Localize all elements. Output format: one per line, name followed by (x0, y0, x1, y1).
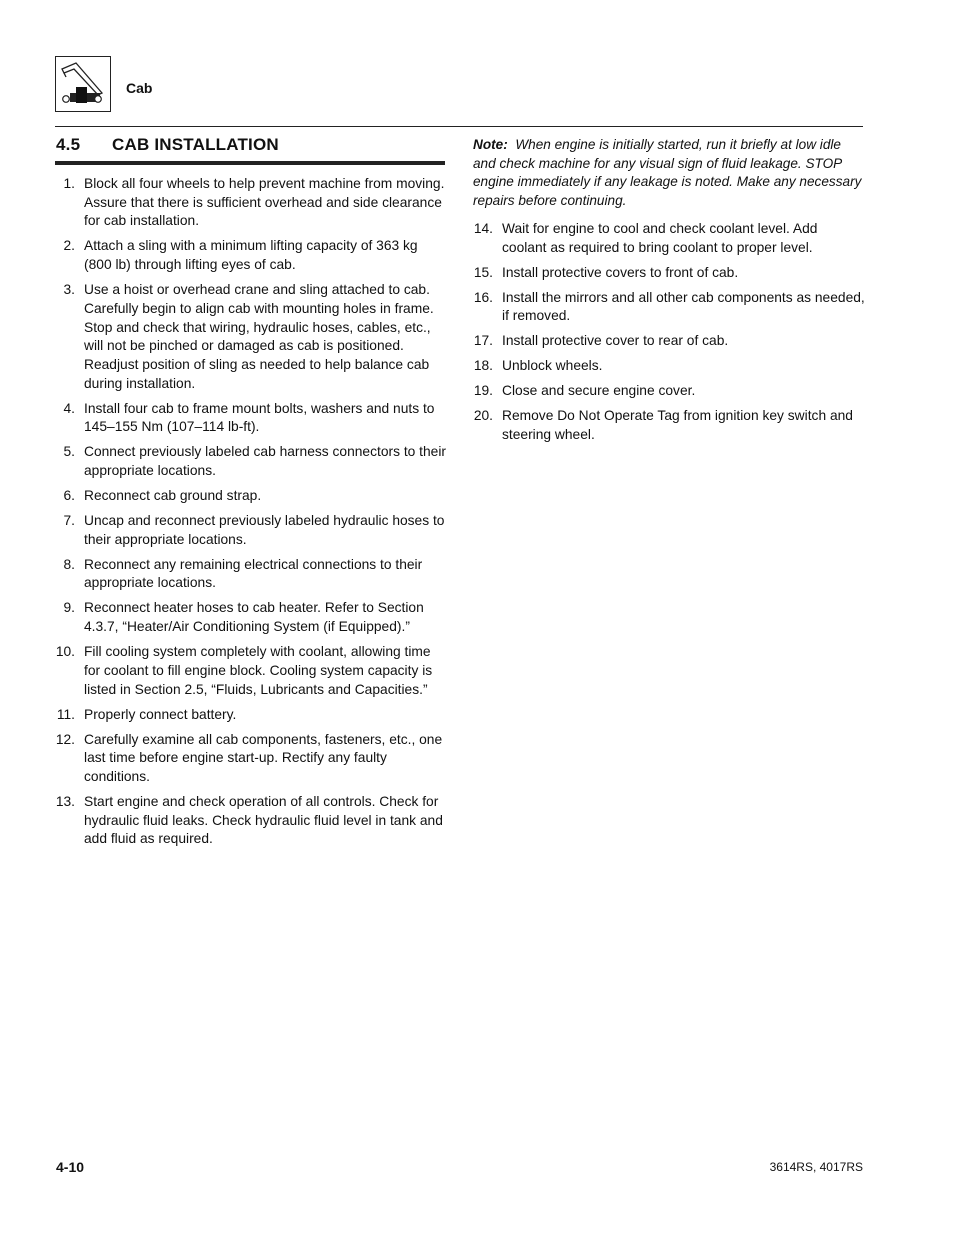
step-number: 3. (63, 282, 75, 298)
note (473, 136, 865, 211)
list-item (473, 220, 865, 257)
step-text: Attach a sling with a minimum lifting capacity of 363 kg (800 lb) through lifting eyes of cab. (84, 238, 418, 273)
list-item (55, 281, 447, 393)
step-text: Start engine and check operation of all controls. Check for hydraulic fluid leaks. Check hydraulic fluid level in tank and add fluid as required. (84, 793, 443, 847)
left-column (55, 175, 447, 855)
list-item (55, 599, 447, 636)
step-number: 5. (63, 444, 75, 460)
step-text: Close and secure engine cover. (502, 383, 696, 399)
list-item (473, 264, 865, 283)
header-title: Cab (126, 80, 153, 96)
model-numbers: 3614RS, 4017RS (769, 1160, 863, 1174)
list-item (55, 706, 447, 725)
step-number: 7. (63, 513, 75, 529)
list-item (473, 407, 865, 444)
left-step-list (55, 175, 447, 849)
step-number: 16. (473, 289, 493, 305)
list-item (55, 512, 447, 549)
step-number: 15. (473, 264, 493, 280)
step-text: Reconnect any remaining electrical connections to their appropriate locations. (84, 556, 423, 591)
step-text: Install protective cover to rear of cab. (502, 333, 729, 349)
list-item (473, 289, 865, 326)
step-number: 13. (55, 793, 75, 809)
step-text: Reconnect cab ground strap. (84, 488, 262, 504)
list-item (55, 175, 447, 231)
step-number: 18. (473, 358, 493, 374)
step-number: 11. (56, 706, 75, 722)
page-number: 4-10 (56, 1159, 85, 1175)
right-column (473, 136, 865, 451)
step-text: Unblock wheels. (502, 358, 603, 374)
step-text: Connect previously labeled cab harness connectors to their appropriate locations. (84, 444, 446, 479)
step-text: Remove Do Not Operate Tag from ignition key switch and steering wheel. (502, 408, 853, 442)
list-item (55, 443, 447, 480)
header-divider (55, 126, 863, 127)
step-text: Fill cooling system completely with coolant, allowing time for coolant to fill engine block. Cooling system capacity is listed in Section 2.5, “Fluids, Lubricants and Capacities.” (84, 644, 433, 697)
step-text: Block all four wheels to help prevent machine from moving. Assure that there is sufficient overhead and side clearance for cab installation. (84, 176, 445, 229)
step-text: Install protective covers to front of cab. (502, 264, 739, 280)
note-text: When engine is initially started, run it briefly at low idle and check machine for any visual sign of fluid leakage. STOP engine immediately if any leakage is noted. Make any necessary repairs before continuing. (473, 137, 862, 209)
list-item (55, 487, 447, 506)
step-number: 6. (63, 488, 75, 504)
step-number: 20. (473, 408, 493, 424)
step-text: Properly connect battery. (84, 706, 237, 722)
step-number: 12. (55, 731, 75, 747)
list-item (473, 332, 865, 351)
list-item (55, 731, 447, 787)
list-item (473, 357, 865, 376)
right-step-list (473, 220, 865, 445)
list-item (55, 793, 447, 849)
list-item (55, 556, 447, 593)
step-text: Wait for engine to cool and check coolant level. Add coolant as required to bring coolant to proper level. (502, 220, 818, 255)
step-number: 4. (63, 400, 75, 416)
step-number: 10. (55, 644, 75, 660)
step-number: 14. (473, 220, 493, 236)
section-title: CAB INSTALLATION (112, 135, 279, 154)
step-number: 1. (63, 176, 75, 191)
section-heading (56, 135, 445, 155)
step-text: Install the mirrors and all other cab components as needed, if removed. (502, 289, 865, 324)
step-text: Use a hoist or overhead crane and sling attached to cab. Carefully begin to align cab with mounting holes in frame. Stop and check that wiring, hydraulic hoses, cables, etc., will not be pinched or damaged as cab is positioned. Readjust position of sling as needed to help balance cab during installation. (84, 282, 434, 391)
step-text: Install four cab to frame mount bolts, washers and nuts to 145–155 Nm (107–114 lb-ft). (84, 400, 435, 435)
list-item (55, 400, 447, 437)
step-number: 9. (63, 600, 75, 616)
note-label: Note: (473, 137, 508, 152)
step-number: 2. (63, 238, 75, 254)
section-number: 4.5 (56, 135, 81, 154)
step-text: Uncap and reconnect previously labeled hydraulic hoses to their appropriate locations. (84, 513, 445, 547)
list-item (55, 643, 447, 699)
lift-machine-icon (55, 56, 111, 112)
step-text: Reconnect heater hoses to cab heater. Refer to Section 4.3.7, “Heater/Air Conditioning System (if Equipped).” (84, 600, 424, 635)
list-item (55, 237, 447, 274)
step-number: 17. (473, 333, 493, 349)
step-text: Carefully examine all cab components, fasteners, etc., one last time before engine start-up. Rectify any faulty conditions. (84, 731, 443, 784)
step-number: 19. (473, 383, 493, 399)
list-item (473, 382, 865, 401)
section-divider (55, 161, 445, 165)
step-number: 8. (63, 556, 75, 572)
